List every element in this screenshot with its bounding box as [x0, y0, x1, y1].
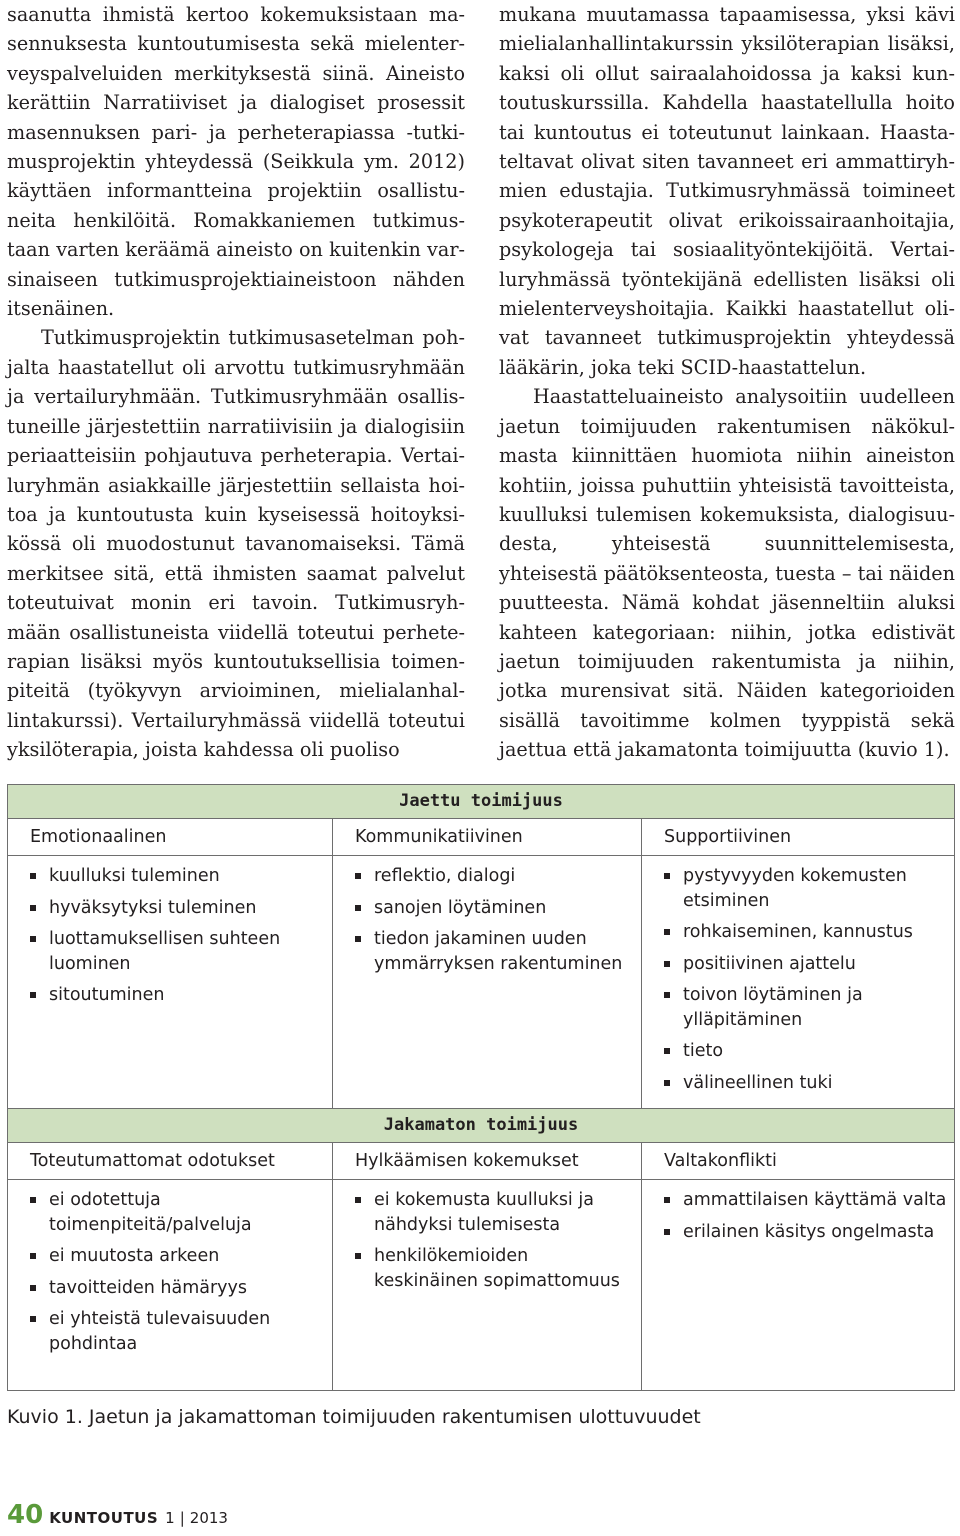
- category-cell: [642, 856, 953, 1108]
- bullet-list: [355, 1188, 635, 1293]
- list-item: sitoutuminen: [30, 983, 326, 1008]
- body-paragraph: Tutkimusprojektin tutkimusasetelman pohjalta haastatellut oli arvottu tutkimusryhmään ja vertailuryhmään. Tutkimusryhmään osallistuneille järjestettiin narratiivisiin ja dialogisiin periaatteisiin pohjautuva perheterapia. Vertailuryhmän asiakkaille järjestettiin sellaista hoitoa ja kuntoutusta kuin kyseisessä hoitoyksikössä oli muodostunut tavanomaiseksi. Tämä merkitsee sitä, että ihmisten saamat palvelut toteutuivat monin eri tavoin. Tutkimusryhmään osallistuneista viidellä toteutui perheterapian lisäksi myös kuntoutuksellisia toimenpiteitä (työkyvyn arvioiminen, mielialanhallintakurssi). Vertailuryhmässä viidellä toteutui yksilöterapia, joista kahdessa oli puoliso: [7, 326, 465, 762]
- list-item: reflektio, dialogi: [355, 864, 635, 889]
- section-header-row: [8, 1143, 954, 1180]
- column-heading: Supportiivinen: [664, 827, 792, 847]
- column-heading: Valtakonflikti: [664, 1151, 777, 1171]
- bullet-list: [355, 864, 635, 976]
- list-item: ammattilaisen käyttämä valta: [664, 1188, 947, 1213]
- issue-number: 1: [165, 1509, 175, 1527]
- column-heading: Hylkäämisen kokemukset: [333, 1143, 642, 1179]
- figure-table: [7, 784, 955, 1391]
- page-footer: [7, 1500, 228, 1536]
- list-item: pystyvyyden kokemusten etsiminen: [664, 864, 947, 913]
- list-item: sanojen löytäminen: [355, 896, 635, 921]
- bullet-list: [30, 864, 326, 1008]
- column-heading: Toteutumattomat odotukset: [8, 1143, 333, 1179]
- body-paragraph: Haastatteluaineisto analysoitiin uudelleen jaetun toimijuuden rakentumisen näkökulmasta kiinnittäen huomiota niihin aineiston kohtiin, joissa puhuttiin yhteisistä tavoitteista, kuulluksi tulemisen kokemuksista, dialogisuudesta, yhteisestä suunnittelemisesta, yhteisestä päätöksenteosta, tuesta – tai näiden puutteesta. Nämä kohdat jäsenneltiin aluksi kahteen kategoriaan: niihin, jotka edistivät jaetun toimijuuden rakentumista ja niihin, jotka murensivat sitä. Näiden kategorioiden sisällä tavoitimme kolmen tyyppistä sekä jaettua että jakamatonta toimijuutta (kuvio 1).: [499, 385, 955, 762]
- list-item: toivon löytäminen ja ylläpitäminen: [664, 983, 947, 1032]
- category-cell: [8, 1180, 333, 1390]
- section-body-row: [8, 856, 954, 1108]
- section-title: Jaettu toimijuus: [8, 785, 954, 819]
- list-item: rohkaiseminen, kannustus: [664, 920, 947, 945]
- body-paragraph: saanutta ihmistä kertoo kokemuksistaan masennuksesta kuntoutumisesta sekä mielenterveyspalveluiden merkityksestä siinä. Aineisto kerättiin Narratiiviset ja dialogiset prosessit masennuksen pari- ja perheterapiassa -tutkimusprojektin yhteydessä (Seikkula ym. 2012) käyttäen informantteina projektiin osallistuneita henkilöitä. Romakkaniemen tutkimustaan varten keräämä aineisto on kuitenkin varsinaiseen tutkimusprojektiaineistoon nähden itsenäinen.: [7, 3, 465, 321]
- body-paragraph: mukana muutamassa tapaamisessa, yksi kävi mielialanhallintakurssin yksilöterapian lisäksi, kaksi oli ollut sairaalahoidossa ja kaksi kuntoutuskurssilla. Kahdella haastatellulla hoito tai kuntoutus ei toteutunut lainkaan. Haastateltavat olivat siten tavanneet eri ammattiryhmien edustajia. Tutkimusryhmässä toimineet psykoterapeutit olivat erikoissairaanhoitajia, psykologeja tai sosiaalityöntekijöitä. Vertailuryhmässä työntekijänä edellisten lisäksi oli mielenterveyshoitajia. Kaikki haastatellut olivat tavanneet tutkimusprojektin yhteydessä lääkärin, joka teki SCID-haastattelun.: [499, 3, 955, 379]
- bullet-list: [664, 864, 947, 1095]
- figure-caption: Kuvio 1. Jaetun ja jakamattoman toimijuuden rakentumisen ulottuvuudet: [7, 1406, 701, 1428]
- category-cell: [642, 1180, 953, 1390]
- section-body-row: [8, 1180, 954, 1390]
- category-cell: [333, 1180, 642, 1390]
- journal-name: KUNTOUTUS: [49, 1509, 159, 1527]
- list-item: positiivinen ajattelu: [664, 952, 947, 977]
- column-heading: Emotionaalinen: [8, 819, 333, 855]
- category-cell: [333, 856, 642, 1108]
- list-item: ei muutosta arkeen: [30, 1244, 326, 1269]
- bullet-list: [30, 1188, 326, 1356]
- list-item: välineellinen tuki: [664, 1071, 947, 1096]
- section-title: Jakamaton toimijuus: [8, 1108, 954, 1143]
- list-item: henkilökemioiden keskinäinen sopimattomuus: [355, 1244, 635, 1293]
- list-item: ei odotettuja toimenpiteitä/palveluja: [30, 1188, 326, 1237]
- list-item: luottamuksellisen suhteen luominen: [30, 927, 326, 976]
- bullet-list: [664, 1188, 947, 1244]
- list-item: kuulluksi tuleminen: [30, 864, 326, 889]
- column-heading: Kommunikatiivinen: [333, 819, 642, 855]
- right-column: [499, 0, 955, 765]
- list-item: erilainen käsitys ongelmasta: [664, 1220, 947, 1245]
- list-item: ei yhteistä tulevaisuuden pohdintaa: [30, 1307, 326, 1356]
- list-item: hyväksytyksi tuleminen: [30, 896, 326, 921]
- footer-separator: |: [179, 1509, 185, 1527]
- left-column: [7, 0, 465, 765]
- page-number: 40: [7, 1500, 44, 1530]
- section-header-row: [8, 819, 954, 856]
- category-cell: [8, 856, 333, 1108]
- list-item: ei kokemusta kuulluksi ja nähdyksi tulemisesta: [355, 1188, 635, 1237]
- list-item: tiedon jakaminen uuden ymmärryksen rakentuminen: [355, 927, 635, 976]
- list-item: tieto: [664, 1039, 947, 1064]
- publication-year: 2013: [189, 1509, 228, 1527]
- list-item: tavoitteiden hämäryys: [30, 1276, 326, 1301]
